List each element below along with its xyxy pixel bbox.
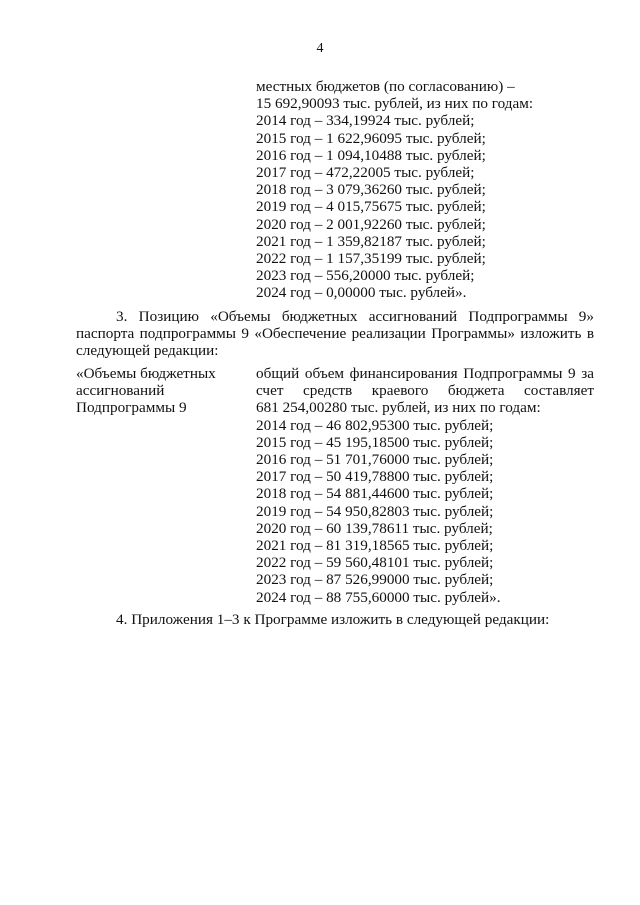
year-line: 2021 год – 81 319,18565 тыс. рублей; — [256, 537, 494, 555]
item-3-paragraph — [76, 308, 594, 360]
table-right-cell — [256, 365, 594, 606]
table-intro-line: 681 254,00280 тыс. рублей, из них по годам: — [256, 399, 541, 417]
year-line: 2024 год – 88 755,60000 тыс. рублей». — [256, 588, 501, 606]
year-line: 2014 год – 46 802,95300 тыс. рублей; — [256, 416, 494, 434]
table-intro-line: счет средств краевого бюджета составляет — [256, 382, 594, 400]
year-line: 2015 год – 1 622,96095 тыс. рублей; — [256, 129, 486, 147]
year-line: 2022 год – 59 560,48101 тыс. рублей; — [256, 554, 494, 572]
year-line: 2016 год – 1 094,10488 тыс. рублей; — [256, 146, 486, 164]
year-line: 2020 год – 2 001,92260 тыс. рублей; — [256, 215, 486, 233]
table-label-line: ассигнований — [76, 382, 165, 400]
year-line: 2021 год – 1 359,82187 тыс. рублей; — [256, 232, 486, 250]
text-line: 15 692,90093 тыс. рублей, из них по годам: — [256, 95, 534, 113]
year-line: 2016 год – 51 701,76000 тыс. рублей; — [256, 451, 494, 469]
year-line: 2017 год – 472,22005 тыс. рублей; — [256, 164, 475, 182]
year-line: 2023 год – 556,20000 тыс. рублей; — [256, 267, 475, 285]
year-line: 2019 год – 4 015,75675 тыс. рублей; — [256, 198, 486, 216]
text-line: местных бюджетов (по согласованию) – — [256, 78, 515, 95]
year-line: 2018 год – 54 881,44600 тыс. рублей; — [256, 485, 494, 503]
table-intro-line: общий объем финансирования Подпрограммы 9 за — [256, 365, 594, 382]
year-line: 2019 год – 54 950,82803 тыс. рублей; — [256, 502, 494, 520]
year-line: 2023 год – 87 526,99000 тыс. рублей; — [256, 571, 494, 589]
page-number: 4 — [316, 41, 324, 56]
year-line: 2017 год – 50 419,78800 тыс. рублей; — [256, 468, 494, 486]
item-4-text: 4. Приложения 1–3 к Программе изложить в следующей редакции: — [116, 611, 550, 628]
item-3-text: 3. Позицию «Объемы бюджетных ассигнований Подпрограммы 9» паспорта подпрограммы 9 «Обеспечение реализации Программы» изложить в следующей редакции: — [76, 308, 594, 360]
year-line: 2020 год – 60 139,78611 тыс. рублей; — [256, 519, 493, 537]
item-4-paragraph — [76, 611, 594, 628]
table-label-line: Подпрограммы 9 — [76, 399, 187, 417]
table-label-line: «Объемы бюджетных — [76, 365, 216, 382]
continuation-block — [256, 78, 596, 302]
table-left-cell — [76, 365, 246, 417]
year-line: 2015 год – 45 195,18500 тыс. рублей; — [256, 433, 494, 451]
year-line: 2014 год – 334,19924 тыс. рублей; — [256, 112, 475, 130]
year-line: 2022 год – 1 157,35199 тыс. рублей; — [256, 250, 486, 268]
year-line: 2018 год – 3 079,36260 тыс. рублей; — [256, 181, 486, 199]
year-line: 2024 год – 0,00000 тыс. рублей». — [256, 284, 467, 302]
